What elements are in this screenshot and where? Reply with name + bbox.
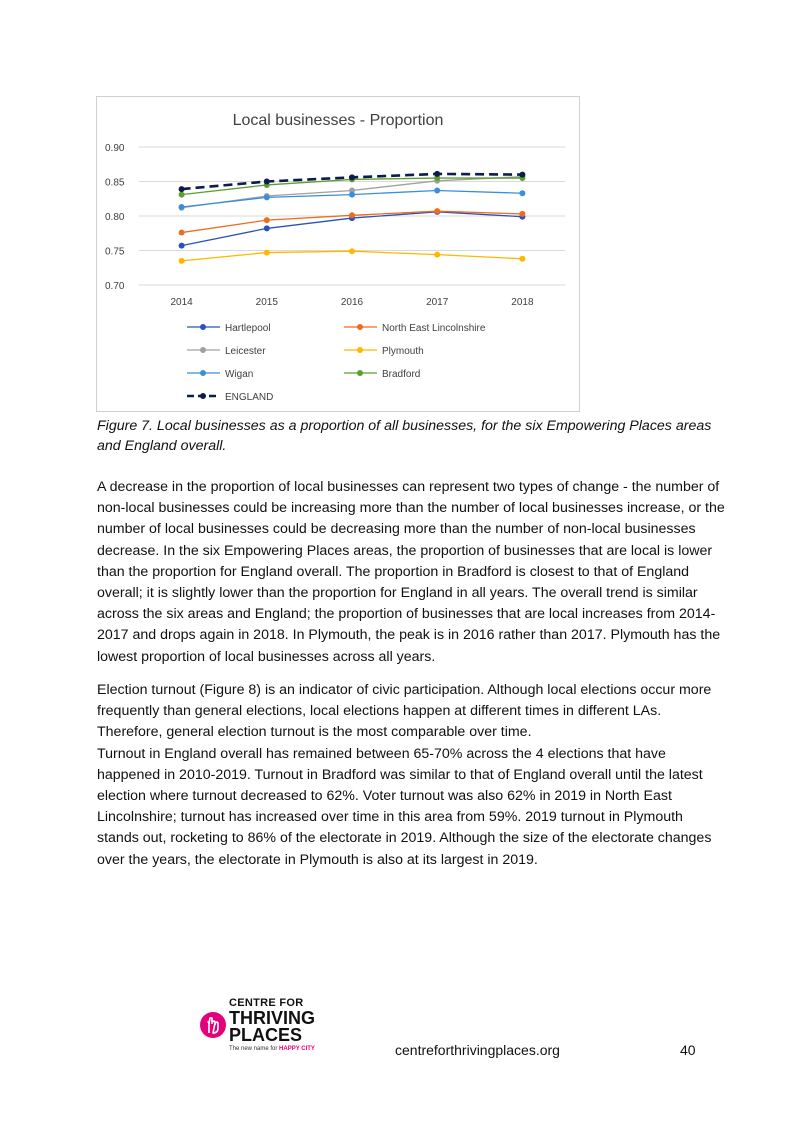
page-number: 40 xyxy=(680,1042,696,1058)
legend-marker xyxy=(357,370,363,376)
data-point xyxy=(349,174,355,180)
logo-line-3: PLACES xyxy=(229,1025,303,1045)
legend-label: ENGLAND xyxy=(225,392,274,403)
data-point xyxy=(179,243,185,249)
data-point xyxy=(434,252,440,258)
x-tick-label: 2015 xyxy=(255,297,278,308)
legend-marker xyxy=(357,347,363,353)
logo-line-2: THRIVING xyxy=(229,1008,316,1028)
x-tick-label: 2014 xyxy=(170,297,193,308)
data-point xyxy=(519,190,525,196)
legend-label: North East Lincolnshire xyxy=(382,323,486,334)
paragraph-local-businesses: A decrease in the proportion of local businesses can represent two types of change - the number of non-local businesses could be increasing more than the number of local businesses increase, or the number of local businesses could be decreasing more than the number of non-local businesses decrease. In the six Empowering Places areas, the proportion of businesses that are local is lower than the proportion for England overall. The proportion in Bradford is closest to that of England overall; it is slightly lower than the proportion for England in all years. The overall trend is similar across the six areas and England; the proportion of businesses that are local increases from 2014-2017 and drops again in 2018. In Plymouth, the peak is in 2016 rather than 2017. Plymouth has the lowest proportion of local businesses across all years. xyxy=(97,479,725,665)
line-chart xyxy=(97,97,579,411)
y-tick-label: 0.70 xyxy=(105,281,125,292)
figure-caption: Figure 7. Local businesses as a proportion of all businesses, for the six Empowering Places areas and England overall. xyxy=(97,418,712,454)
legend-label: Plymouth xyxy=(382,346,424,357)
y-tick-label: 0.75 xyxy=(105,246,125,258)
data-point xyxy=(264,225,270,231)
y-tick-label: 0.85 xyxy=(105,177,125,189)
data-point xyxy=(349,192,355,198)
data-point xyxy=(519,172,525,178)
data-point xyxy=(434,187,440,193)
chart-local-businesses xyxy=(96,96,580,412)
data-point xyxy=(264,250,270,256)
data-point xyxy=(264,194,270,200)
paragraph-turnout-detail: Turnout in England overall has remained between 65-70% across the 4 elections that have happened in 2010-2019. Turnout in Bradford was similar to that of England overall until the latest election where turnout decreased to 62%. Voter turnout was also 62% in 2019 in North East Lincolnshire; turnout has increased over time in this area from 59%. 2019 turnout in Plymouth stands out, rocketing to 86% of the electorate in 2019. Although the size of the electorate changes over the years, the electorate in Plymouth is also at its largest in 2019. xyxy=(97,745,712,868)
data-point xyxy=(179,192,185,198)
x-tick-label: 2017 xyxy=(426,297,449,308)
logo-line-1: CENTRE FOR xyxy=(229,997,304,1009)
legend-marker xyxy=(357,324,363,330)
legend-marker xyxy=(200,347,206,353)
paragraph-election-turnout xyxy=(97,680,727,871)
data-point xyxy=(434,208,440,214)
data-point xyxy=(179,204,185,210)
centre-for-thriving-places-logo xyxy=(200,995,330,1065)
logo-hand-icon xyxy=(200,1012,226,1038)
chart-title: Local businesses - Proportion xyxy=(232,112,444,129)
logo-tagline-brand: HAPPY CITY xyxy=(279,1046,315,1052)
data-point xyxy=(434,171,440,177)
y-tick-label: 0.80 xyxy=(105,212,125,223)
legend-marker xyxy=(200,393,206,399)
paragraph-turnout-intro: Election turnout (Figure 8) is an indicator of civic participation. Although local elections occur more frequently than general elections, local elections happen at different times in different LAs. Therefore, general election turnout is the most comparable over time. xyxy=(97,682,712,741)
logo-tagline-prefix: The new name for xyxy=(229,1046,280,1052)
legend-label: Wigan xyxy=(225,369,254,380)
legend-marker xyxy=(200,370,206,376)
logo-tagline xyxy=(229,1046,315,1052)
y-tick-label: 0.90 xyxy=(105,143,125,154)
footer-url: centreforthrivingplaces.org xyxy=(395,1042,560,1058)
data-point xyxy=(179,186,185,192)
data-point xyxy=(264,217,270,223)
data-point xyxy=(519,211,525,217)
x-tick-label: 2016 xyxy=(340,297,364,308)
legend-marker xyxy=(200,324,206,330)
data-point xyxy=(349,212,355,218)
data-point xyxy=(179,258,185,264)
data-point xyxy=(349,248,355,254)
legend-label: Bradford xyxy=(382,369,421,380)
x-tick-label: 2018 xyxy=(511,297,534,308)
legend-label: Leicester xyxy=(225,346,266,357)
legend-label: Hartlepool xyxy=(225,323,271,334)
data-point xyxy=(179,230,185,236)
data-point xyxy=(264,179,270,185)
data-point xyxy=(519,256,525,262)
